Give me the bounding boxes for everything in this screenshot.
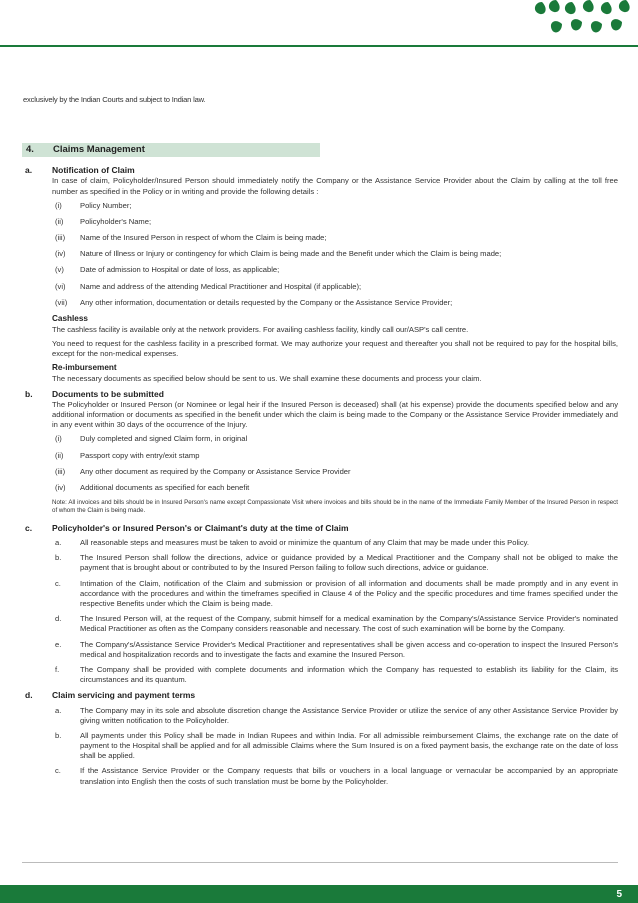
subsection-documents (22, 389, 618, 516)
subsection-title: Policyholder's or Insured Person's or Claimant's duty at the time of Claim (52, 522, 349, 533)
intro-text: exclusively by the Indian Courts and subject to Indian law. (23, 95, 206, 104)
list-item: (ii) Policyholder's Name; (55, 216, 152, 226)
paragraph: The necessary documents as specified below should be sent to us. We shall examine these documents and process your claim. (52, 374, 482, 384)
list-item: (vi) Name and address of the attending Medical Practitioner and Hospital (if applicable); (55, 281, 362, 291)
list-item: (iii) Name of the Insured Person in respect of whom the Claim is being made; (55, 233, 327, 243)
section-title: Claims Management (53, 144, 145, 155)
list-item: f. The Company shall be provided with complete documents and information which the Company has requested to establish its liability for the Claim, its circumstances and its quantum. (55, 664, 618, 685)
subsection-servicing (22, 690, 618, 787)
list-item: (iv) Nature of Illness or Injury or contingency for which Claim is being made and the Benefit under which the Claim is being made; (55, 249, 502, 259)
subsection-letter: b. (25, 388, 33, 399)
paragraph: The cashless facility is available only at the network providers. For availing cashless facility, kindly call our/ASP's call centre. (52, 324, 469, 334)
list-item: a. The Company may in its sole and absolute discretion change the Assistance Service Provider or utilize the service of any other Assistance Service Provider by giving written notification to the Policyholder. (55, 705, 618, 725)
subsection-title: Claim servicing and payment terms (52, 690, 196, 701)
list-item: (i) Duly completed and signed Claim form, in original (55, 434, 248, 444)
note-text: Note: All invoices and bills should be in Insured Person's name except Compassionate Visit where invoices and bills should be in the name of the Immediate Family Member of the Insured Person in respect of whom the Claim is being made. (52, 499, 618, 515)
list-item: d. The Insured Person will, at the request of the Company, submit himself for a medical examination by the Company's/Assistance Service Provider's nominated Medical Practitioner as often as the Company considers reasonable and necessary. The cost of such examination will be borne by the Company. (55, 614, 618, 634)
list-item: c. Intimation of the Claim, notification of the Claim and submission or provision of all information and documents shall be made promptly and in any event in accordance with the procedures and within the timeframes specified in Clause 4 of the Policy and the specific procedures and time frames specified under the respective Benefits under which the Claim is being made. (55, 578, 618, 608)
subsection-letter: d. (25, 690, 33, 701)
list-item: a. All reasonable steps and measures must be taken to avoid or minimize the quantum of any Claim that may be made under this Policy. (55, 538, 529, 548)
header-rule (0, 45, 638, 47)
subsection-letter: c. (25, 522, 33, 533)
paragraph: You need to request for the cashless facility in a prescribed format. We may authorize your request and thereafter you shall not be required to pay for the hospital bills, except for the non-medical expenses. (52, 339, 618, 359)
page-number: 5 (616, 889, 622, 900)
section-number: 4. (26, 144, 34, 155)
list-item: c. If the Assistance Service Provider or the Company requests that bills or vouchers in a local language or vernacular be accompanied by an appropriate translation into English then the costs of such translation must be borne by the Policyholder. (55, 766, 618, 786)
paragraph: The Policyholder or Insured Person (or Nominee or legal heir if the Insured Person is deceased) shall (at his expense) provide the documents specified below and any additional information or documents as specified in the benefit under which the claim is being made to the Company or the Assistance Service Provider immediately and in any event within 30 days of the occurrence of the Injury. (52, 399, 618, 430)
subsection-notification (22, 165, 618, 385)
list-item: (ii) Passport copy with entry/exit stamp (55, 450, 200, 460)
subsection-letter: a. (25, 165, 33, 175)
list-item: b. The Insured Person shall follow the directions, advice or guidance provided by a Medical Practitioner and the Company shall not be obliged to make the payment that is brought about or contributed to by the Insured Person failing to follow such directions, advice or guidance. (55, 553, 618, 573)
footer-rule (22, 862, 618, 863)
list-item: (iii) Any other document as required by the Company or Assistance Service Provider (55, 466, 351, 476)
footer-bar (0, 885, 638, 903)
list-item: b. All payments under this Policy shall be made in Indian Rupees and within India. For all admissible reimbursement Claims, the exchange rate on the date of payment to the Hospital shall be applied and for all admissible Claims where the Sum Insured is on a fixed payment basis, the exchange rate on the date of loss shall be applied. (55, 730, 618, 761)
section-header (22, 143, 320, 157)
cashless-heading: Cashless (52, 313, 88, 323)
subsection-title: Notification of Claim (52, 165, 135, 175)
list-item: (v) Date of admission to Hospital or date of loss, as applicable; (55, 265, 280, 275)
reimbursement-heading: Re-imbursement (52, 363, 117, 373)
list-item: (vii) Any other information, documentation or details requested by the Company or the Assistance Service Provider; (55, 297, 453, 307)
list-item: (i) Policy Number; (55, 200, 132, 210)
list-item: e. The Company's/Assistance Service Provider's Medical Practitioner and representatives shall be given access and co-operation to inspect the Insured Person's medical and hospitalization records and to investigate the facts and examine the Insured Person. (55, 639, 618, 659)
subsection-title: Documents to be submitted (52, 388, 164, 399)
list-item: (iv) Additional documents as specified for each benefit (55, 482, 250, 492)
subsection-duty (22, 523, 618, 685)
leaf-logo-icon (532, 0, 638, 40)
paragraph: In case of claim, Policyholder/Insured Person should immediately notify the Company or the Assistance Service Provider about the Claim by calling at the toll free number as specified in the Policy or in writing and provide the following details : (52, 176, 618, 196)
section-content (22, 163, 618, 792)
